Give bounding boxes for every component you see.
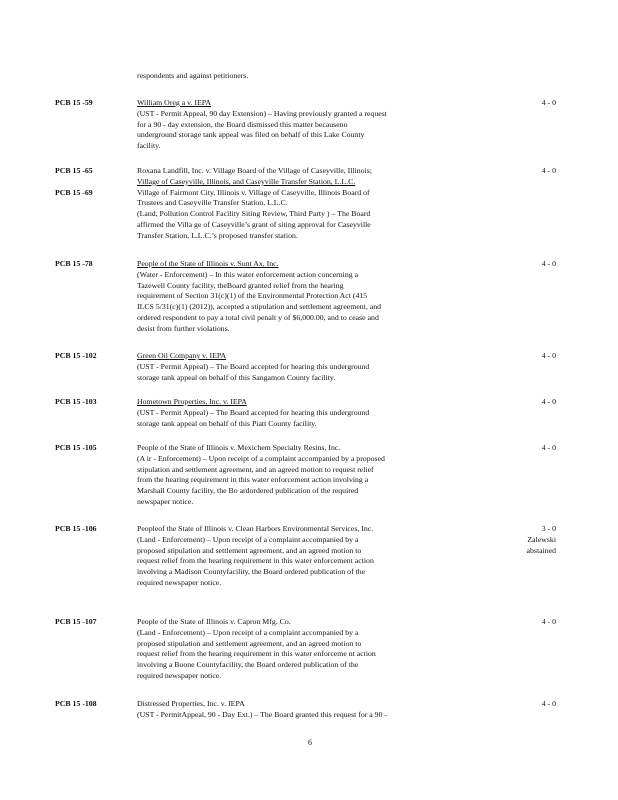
case-number: PCB 15 -106 [55, 524, 97, 533]
entry-line: required newspaper notice. [137, 670, 222, 680]
vote-tally [470, 443, 556, 454]
entry-body [137, 524, 457, 589]
continuation-text: respondents and against petitioners. [137, 71, 249, 80]
case-numbers [55, 166, 135, 199]
entry-body [137, 443, 457, 508]
entry-body [137, 351, 457, 383]
case-title: Green Oil Company v. IEPA [137, 351, 227, 360]
entry-line: required newspaper notice. [137, 577, 222, 587]
case-numbers [55, 699, 135, 710]
entry-line: Village of Fairmont City, Illinois v. Village of Caseyville, Illinois Board of [137, 187, 370, 197]
entry-line: request relief from the hearing requirement in this water enforcement action [137, 556, 374, 566]
entry-line: desist from further violations. [137, 323, 230, 333]
vote-tally [470, 98, 556, 109]
entry-line: ordered respondent to pay a total civil penalt y of $6,000.00, and to cease and [137, 312, 379, 322]
vote-line: 4 - 0 [541, 397, 556, 406]
case-number: PCB 15 -65 [55, 166, 93, 175]
case-number: PCB 15 -108 [55, 699, 97, 708]
vote-line: 4 - 0 [541, 699, 556, 708]
entry-line: proposed stipulation and settlement agreement, and an agreed motion to [137, 638, 362, 648]
vote-line: 4 - 0 [541, 98, 556, 107]
entry-body [137, 397, 457, 429]
entry-line: storage tank appeal on behalf of this Piatt County facility. [137, 418, 317, 428]
entry-line: Trustees and Caseyville Transfer Station, L.L.C. [137, 198, 288, 208]
entry-line: from the hearing requirement in this water enforcement action involving a [137, 475, 369, 485]
vote-line: 4 - 0 [541, 351, 556, 360]
entry-line: (UST - Permit Appeal) – The Board accepted for hearing this underground [137, 361, 370, 371]
entry-line: for a 90 - day extension, the Board dismissed this matter becauseno [137, 119, 348, 129]
case-number: PCB 15 -103 [55, 397, 97, 406]
case-number: PCB 15 -59 [55, 98, 93, 107]
entry-line: Marshall County facility, the Bo ardordered publication of the required [137, 486, 359, 496]
case-numbers [55, 443, 135, 454]
entry-line: request relief from the hearing requirement in this water enforceme nt action [137, 649, 376, 659]
vote-line: 4 - 0 [541, 259, 556, 268]
entry-line: (UST - Permit Appeal) – The Board accepted for hearing this underground [137, 407, 370, 417]
entry-line: People of the State of Illinois v. Capron Mfg. Co. [137, 617, 291, 626]
vote-tally [470, 351, 556, 362]
entry-line: Roxana Landfill, Inc. v. Village Board of the Village of Caseyville, Illinois; [137, 166, 372, 175]
entry-body [137, 617, 457, 682]
case-numbers [55, 351, 135, 362]
entry-line: newspaper notice. [137, 496, 194, 506]
entry-line: (Land - Enforcement) – Upon receipt of a complaint accompanied by a [137, 534, 359, 544]
entry-body [137, 699, 457, 721]
entry-line: (Water - Enforcement) – In this water enforcement action concerning a [137, 269, 359, 279]
entry-line: (A ir - Enforcement) – Upon receipt of a complaint accompanied by a proposed [137, 453, 385, 463]
case-title: People of the State of Illinois v. Sunt Ax, Inc. [137, 259, 279, 268]
case-number: PCB 15 -78 [55, 259, 93, 268]
entry-line: Village of Caseyville, Illinois, and Caseyville Transfer Station, L.L.C. [137, 176, 356, 186]
case-numbers [55, 524, 135, 535]
vote-line: 4 - 0 [541, 443, 556, 452]
vote-tally [470, 699, 556, 710]
entry-body [137, 166, 457, 242]
entry-line: involving a Madison Countyfacility, the Board ordered publication of the [137, 567, 366, 577]
case-number: PCB 15 -105 [55, 443, 97, 452]
entry-line: involving a Boone Countyfacility, the Board ordered publication of the [137, 660, 359, 670]
entry-line: (UST - PermitAppeal, 90 - Day Ext.) – The Board granted this request for a 90 - [137, 709, 388, 719]
case-numbers [55, 98, 135, 109]
case-numbers [55, 259, 135, 270]
entry-line: ILCS 5/31(c)(1) (2012)), accepted a stipulation and settlement agreement, and [137, 302, 381, 312]
vote-line: 4 - 0 [541, 166, 556, 175]
vote-line: 4 - 0 [541, 617, 556, 626]
vote-tally [470, 166, 556, 177]
case-numbers [55, 617, 135, 628]
case-title: Hometown Properties, Inc. v. IEPA [137, 397, 247, 406]
entry-line: Tazewell County facility, theBoard granted relief from the hearing [137, 280, 344, 290]
entry-line: (UST - Permit Appeal, 90 day Extension) – Having previously granted a request [137, 108, 387, 118]
vote-tally [470, 524, 556, 556]
vote-tally [470, 397, 556, 408]
case-title: William Oreg a v. IEPA [137, 98, 212, 107]
entry-line: Transfer Station, L.L.C.’s proposed transfer station. [137, 230, 298, 240]
entry-line: stipulation and settlement agreement, and an agreed motion to request relief [137, 464, 374, 474]
vote-line: 3 - 0 [541, 524, 556, 533]
entry-line: requirement of Section 31(c)(1) of the Environmental Protection Act (415 [137, 291, 368, 301]
entry-line: People of the State of Illinois v. Mexichem Specialty Resins, Inc. [137, 443, 341, 452]
entry-line: affirmed the Villa ge of Caseyville’s grant of siting approval for Caseyville [137, 219, 371, 229]
entry-body [137, 98, 457, 152]
entry-line: storage tank appeal on behalf of this Sangamon County facility. [137, 372, 336, 382]
vote-line: Zalewski [527, 534, 556, 544]
vote-tally [470, 259, 556, 270]
case-number: PCB 15 -107 [55, 617, 97, 626]
entry-line: Peopleof the State of Illinois v. Clean Harbors Environmental Services, Inc. [137, 524, 374, 533]
entry-line: (Land, Pollution Control Facility Siting Review, Third Party ) – The Board [137, 209, 371, 219]
page-number: 6 [308, 738, 312, 747]
entry-line: proposed stipulation and settlement agreement, and an agreed motion to [137, 545, 362, 555]
case-number: PCB 15 -102 [55, 351, 97, 360]
case-numbers [55, 397, 135, 408]
entry-line: facility. [137, 141, 161, 151]
entry-body [137, 259, 457, 335]
entry-line: Distressed Properties, Inc. v. IEPA [137, 699, 245, 708]
entry-line: (Land - Enforcement) – Upon receipt of a complaint accompanied by a [137, 627, 359, 637]
vote-tally [470, 617, 556, 628]
case-number: PCB 15 -69 [55, 187, 93, 197]
vote-line: abstained [526, 545, 556, 555]
entry-line: underground storage tank appeal was filed on behalf of this Lake County [137, 130, 365, 140]
